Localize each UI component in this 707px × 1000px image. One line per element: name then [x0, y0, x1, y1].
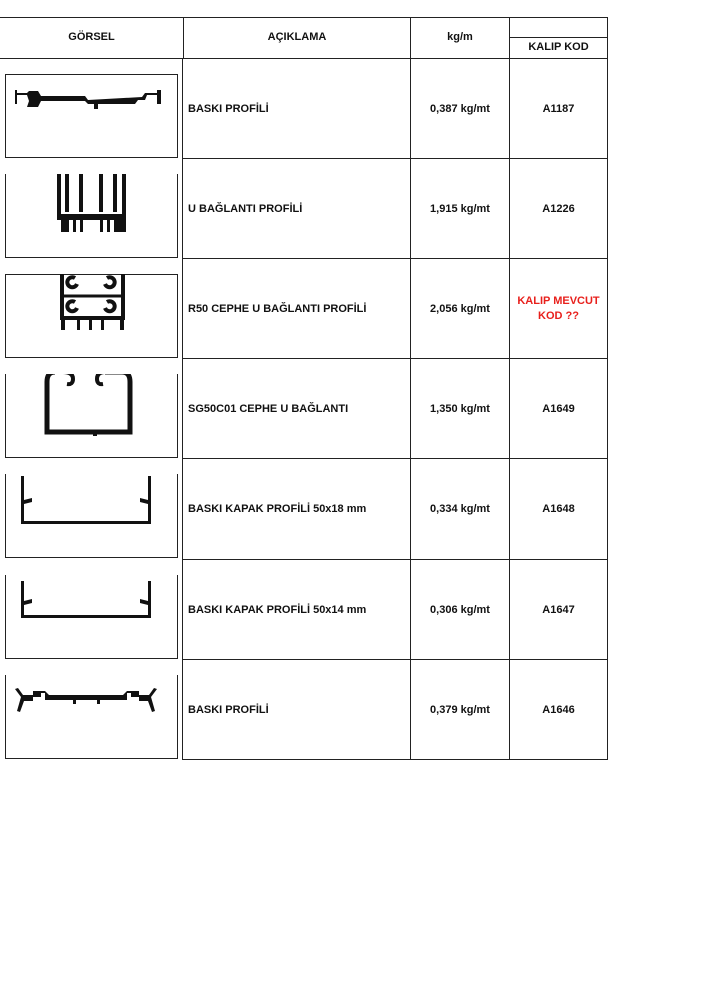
header-code: KALIP KOD: [528, 41, 589, 53]
row-weight: 0,387 kg/mt: [430, 102, 490, 115]
baski-kapak-50x18-section-icon: [5, 474, 178, 558]
table-right-border: [607, 17, 608, 760]
table-bottom-border: [182, 759, 608, 760]
row-weight: 2,056 kg/mt: [430, 302, 490, 315]
table-top-border: [0, 17, 608, 18]
row-weight: 0,306 kg/mt: [430, 603, 490, 616]
row-image-cell: [5, 575, 178, 659]
baski-profili-2-section-icon: [5, 675, 178, 759]
row-description: U BAĞLANTI PROFİLİ: [188, 202, 303, 215]
row-image-cell: [5, 74, 178, 158]
row-code: A1226: [542, 202, 575, 215]
row-code: A1647: [542, 603, 575, 616]
row-description: BASKI PROFİLİ: [188, 102, 269, 115]
r50-u-baglanti-section-icon: [5, 274, 178, 358]
row-code-warning: KALIP MEVCUT KOD ??: [517, 294, 600, 322]
row-image-cell: [5, 675, 178, 759]
header-weight: kg/m: [447, 31, 473, 43]
row-weight: 0,334 kg/mt: [430, 503, 490, 515]
row-description: SG50C01 CEPHE U BAĞLANTI: [188, 402, 349, 415]
row-weight: 1,915 kg/mt: [430, 202, 490, 215]
baski-kapak-50x14-section-icon: [5, 575, 178, 659]
row-image-cell: [5, 174, 178, 258]
row-description: R50 CEPHE U BAĞLANTI PROFİLİ: [188, 302, 367, 315]
row-weight: 1,350 kg/mt: [430, 402, 490, 415]
row-image-cell: [5, 374, 178, 458]
row-code: A1187: [542, 102, 575, 115]
row-code: A1648: [542, 503, 575, 515]
header-image: GÖRSEL: [68, 31, 115, 43]
row-image-cell: [5, 474, 178, 558]
row-code: A1649: [542, 402, 575, 415]
header-description: AÇIKLAMA: [267, 31, 327, 43]
u-baglanti-profili-section-icon: [5, 174, 178, 258]
col-divider-description: [182, 58, 183, 760]
row-weight: 0,379 kg/mt: [430, 703, 490, 716]
baski-profili-section-icon: [5, 74, 178, 158]
header-code-divider: [510, 37, 608, 38]
sg50c01-u-baglanti-section-icon: [5, 374, 178, 458]
row-image-cell: [5, 274, 178, 358]
row-code: A1646: [542, 703, 575, 716]
row-description: BASKI PROFİLİ: [188, 703, 269, 716]
row-description: BASKI KAPAK PROFİLİ 50x14 mm: [188, 603, 367, 616]
row-description: BASKI KAPAK PROFİLİ 50x18 mm: [188, 503, 367, 515]
